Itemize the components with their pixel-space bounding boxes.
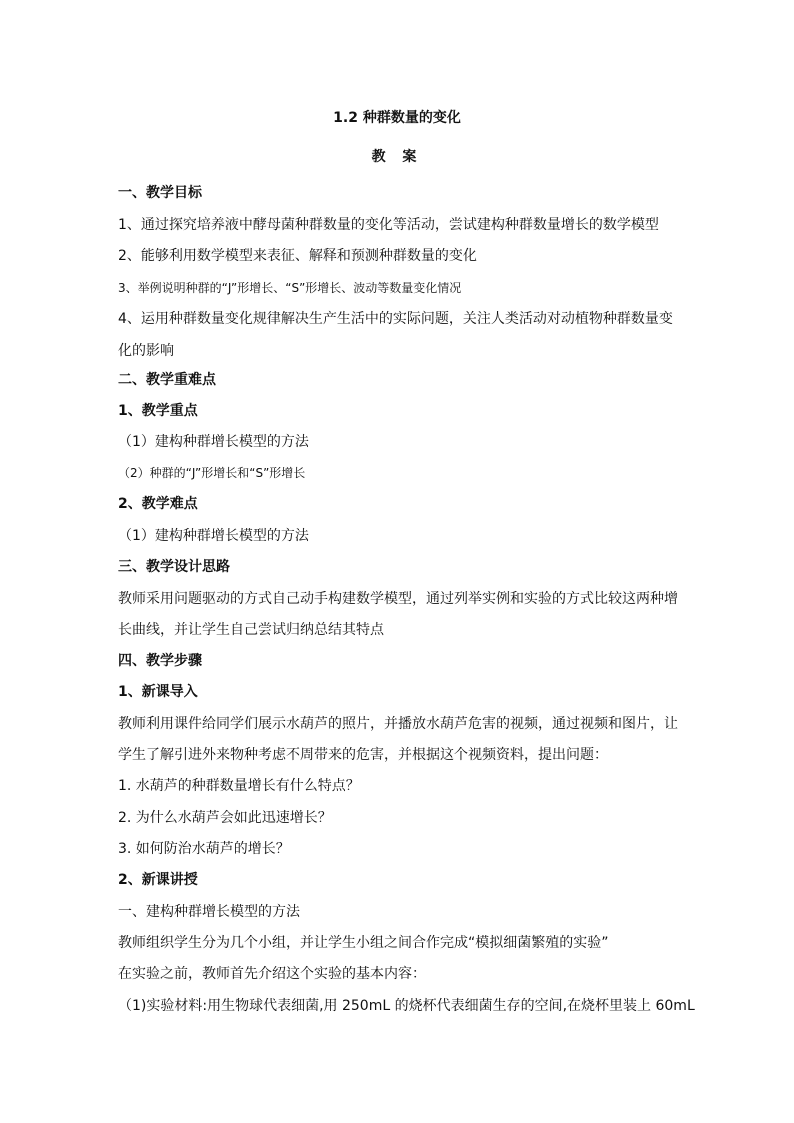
subheading-intro: 1、新课导入 xyxy=(118,684,198,700)
section-heading-key-points: 二、教学重难点 xyxy=(118,372,216,388)
list-item: （2）种群的“J”形增长和“S”形增长 xyxy=(118,466,306,480)
objective-item: 2、能够利用数学模型来表征、解释和预测种群数量的变化 xyxy=(118,248,477,264)
page-subtitle: 教 案 xyxy=(371,149,423,165)
section-heading-objectives: 一、教学目标 xyxy=(118,185,202,201)
objective-item-continuation: 化的影响 xyxy=(118,343,174,359)
objective-item: 3、举例说明种群的“J”形增长、“S”形增长、波动等数量变化情况 xyxy=(118,281,462,295)
paragraph-line: 教师利用课件给同学们展示水葫芦的照片，并播放水葫芦危害的视频，通过视频和图片，让 xyxy=(118,716,678,732)
objective-item: 4、运用种群数量变化规律解决生产生活中的实际问题，关注人类活动对动植物种群数量变 xyxy=(118,311,673,327)
paragraph-line: 长曲线，并让学生自己尝试归纳总结其特点 xyxy=(118,622,384,638)
subheading-new-lesson: 2、新课讲授 xyxy=(118,872,198,888)
objective-item: 1、通过探究培养液中酵母菌种群数量的变化等活动，尝试建构种群数量增长的数学模型 xyxy=(118,217,659,233)
section-heading-design: 三、教学设计思路 xyxy=(118,559,230,575)
paragraph-line: 一、建构种群增长模型的方法 xyxy=(118,904,300,920)
question-item: 3. 如何防治水葫芦的增长？ xyxy=(118,841,290,857)
list-item: （1）建构种群增长模型的方法 xyxy=(118,434,309,450)
paragraph-line: 教师采用问题驱动的方式自己动手构建数学模型，通过列举实例和实验的方式比较这两种增 xyxy=(118,591,678,607)
paragraph-line: 学生了解引进外来物种考虑不周带来的危害，并根据这个视频资料，提出问题： xyxy=(118,747,608,763)
paragraph-line: 教师组织学生分为几个小组，并让学生小组之间合作完成“模拟细菌繁殖的实验” xyxy=(118,935,609,951)
page-title: 1.2 种群数量的变化 xyxy=(333,110,461,126)
question-item: 2. 为什么水葫芦会如此迅速增长？ xyxy=(118,810,332,826)
question-item: 1. 水葫芦的种群数量增长有什么特点？ xyxy=(118,778,360,794)
paragraph-line: （1)实验材料:用生物球代表细菌,用 250mL 的烧杯代表细菌生存的空间,在烧杯里装上 60mL xyxy=(118,998,695,1014)
subheading-key-point: 1、教学重点 xyxy=(118,403,198,419)
paragraph-line: 在实验之前，教师首先介绍这个实验的基本内容： xyxy=(118,966,426,982)
list-item: （1）建构种群增长模型的方法 xyxy=(118,528,309,544)
subheading-difficulty: 2、教学难点 xyxy=(118,496,198,512)
section-heading-steps: 四、教学步骤 xyxy=(118,653,202,669)
